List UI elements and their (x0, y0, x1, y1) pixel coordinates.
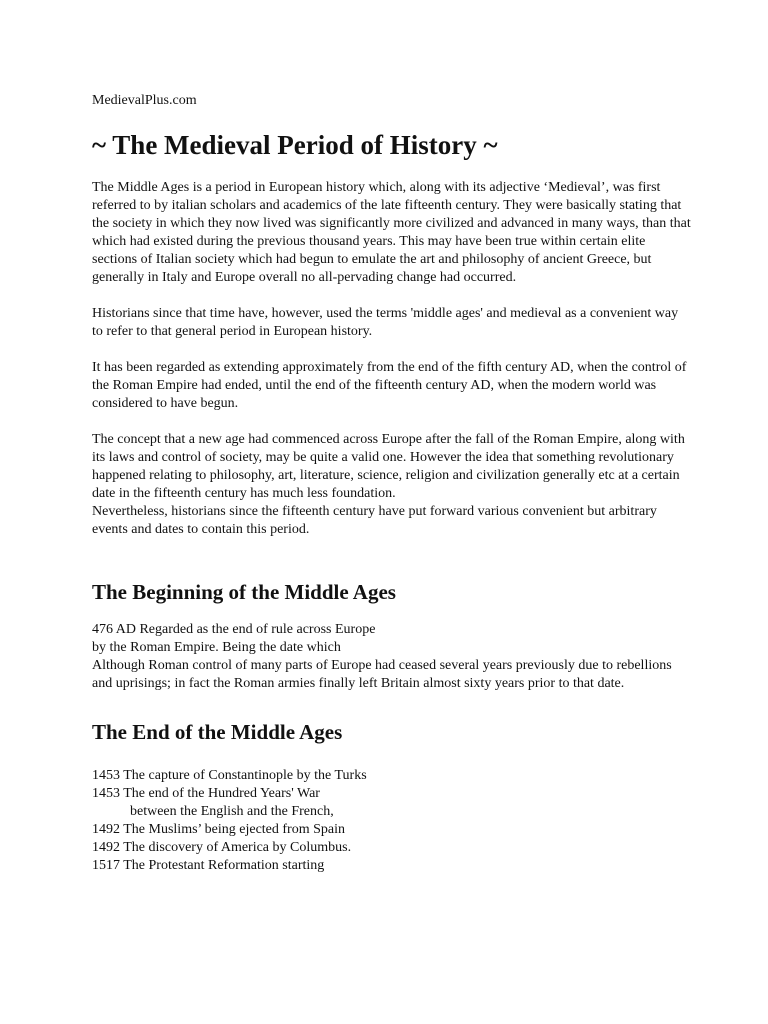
beginning-line: by the Roman Empire. Being the date which (92, 640, 341, 655)
document-page (92, 92, 692, 875)
intro-paragraph-3: It has been regarded as extending approximately from the end of the fifth century AD, when the control of the Roman Empire had ended, until the end of the fifteenth century AD, when the modern world was considered to have begun. (92, 360, 687, 411)
beginning-line: 476 AD Regarded as the end of rule across Europe (92, 622, 376, 637)
end-line: 1453 The capture of Constantinople by the Turks (92, 768, 367, 783)
intro-paragraph-5: Nevertheless, historians since the fifteenth century have put forward various convenient but arbitrary events and dates to contain this period. (92, 504, 657, 537)
end-heading: The End of the Middle Ages (92, 720, 343, 744)
intro-paragraph-1: The Middle Ages is a period in European history which, along with its adjective ‘Medieval’, was first referred to by italian scholars and academics of the late fifteenth century. They were basically stating that the society in which they now lived was significantly more civilized and advanced in many ways, than that which had existed during the previous thousand years. This may have been true within certain elite sections of Italian society which had begun to emulate the art and philosophy of ancient Greece, but generally in Italy and Europe overall no all-pervading change had occurred. (92, 180, 691, 285)
end-line: 1517 The Protestant Reformation starting (92, 858, 325, 873)
end-line: between the English and the French, (130, 804, 334, 819)
site-name: MedievalPlus.com (92, 93, 197, 108)
beginning-line: Although Roman control of many parts of Europe had ceased several years previously due to rebellions and uprisings; in fact the Roman armies finally left Britain almost sixty years prior to that date. (92, 658, 672, 691)
end-line: 1492 The discovery of America by Columbus. (92, 840, 352, 855)
end-line: 1492 The Muslims’ being ejected from Spain (92, 822, 345, 837)
page-title: ~ The Medieval Period of History ~ (92, 130, 498, 160)
intro-paragraph-4: The concept that a new age had commenced across Europe after the fall of the Roman Empire, along with its laws and control of society, may be quite a valid one. However the idea that something revolutionary happened relating to philosophy, art, literature, science, religion and civilization generally etc at a certain date in the fifteenth century has much less foundation. (92, 432, 685, 501)
intro-paragraph-2: Historians since that time have, however, used the terms 'middle ages' and medieval as a convenient way to refer to that general period in European history. (92, 306, 679, 339)
beginning-heading: The Beginning of the Middle Ages (92, 580, 396, 604)
end-line: 1453 The end of the Hundred Years' War (92, 786, 320, 801)
